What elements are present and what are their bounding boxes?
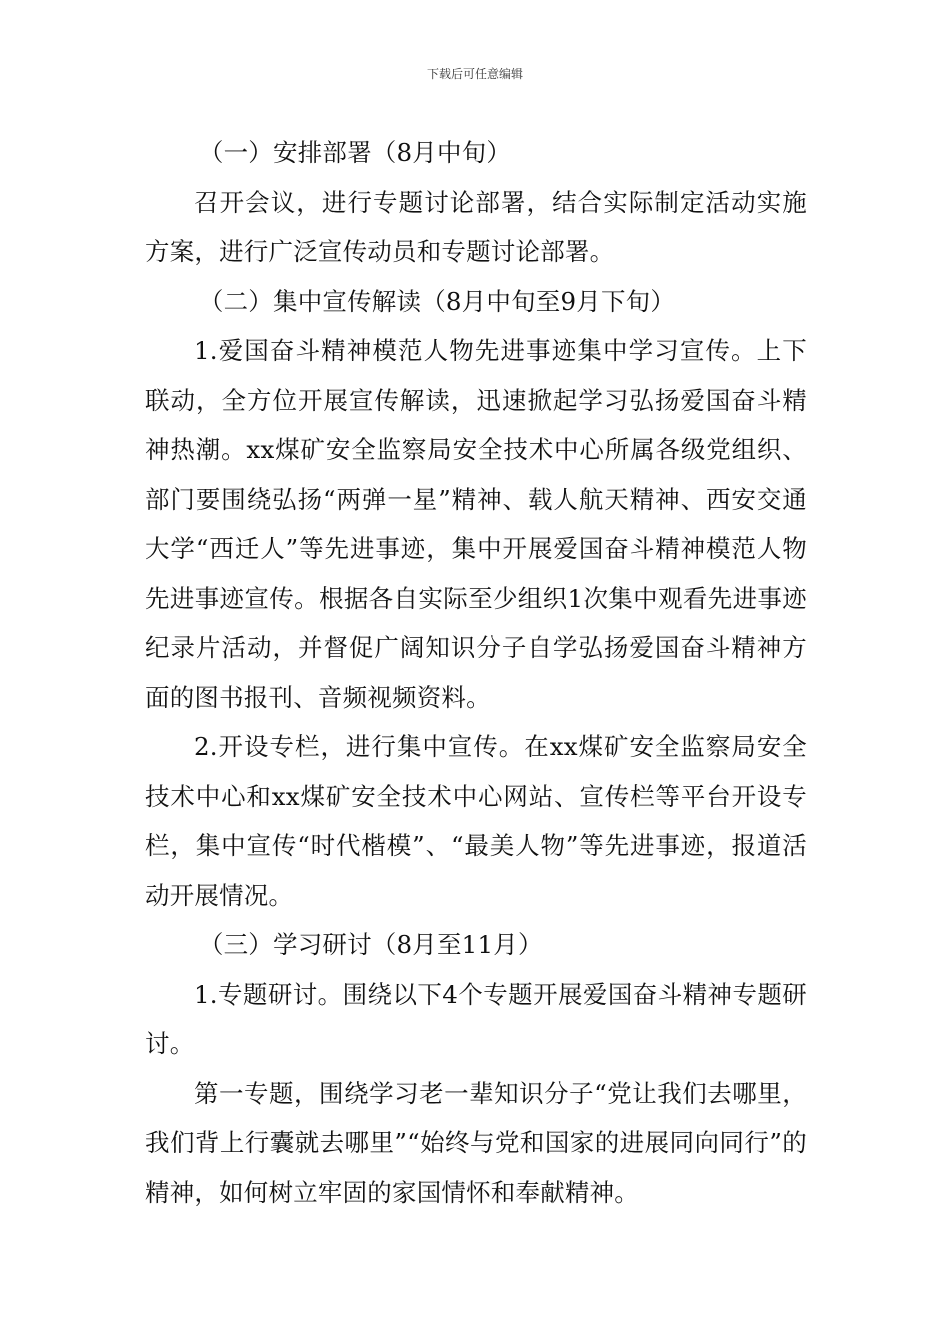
paragraph-5: 第一专题，围绕学习老一辈知识分子“党让我们去哪里，我们背上行囊就去哪里”“始终与党和国家的进展同向同行”的精神，如何树立牢固的家国情怀和奉献精神。 [145, 1078, 807, 1207]
paragraph-4: 1.专题研讨。围绕以下4个专题开展爱国奋斗精神专题研讨。 [145, 979, 807, 1058]
paragraph-1: 召开会议，进行专题讨论部署，结合实际制定活动实施方案，进行广泛宣传动员和专题讨论部署。 [145, 187, 807, 266]
page-header-note: 下载后可任意编辑 [426, 67, 523, 81]
section-heading-3: （三）学习研讨（8月至11月） [198, 930, 543, 959]
paragraph-2: 1.爱国奋斗精神模范人物先进事迹集中学习宣传。上下联动，全方位开展宣传解读，迅速掀起学习弘扬爱国奋斗精神热潮。xx煤矿安全监察局安全技术中心所属各级党组织、部门要围绕弘扬“两弹一星”精神、载人航天精神、西安交通大学“西迁人”等先进事迹，集中开展爱国奋斗精神模范人物先进事迹宣传。根据各自实际至少组织1次集中观看先进事迹纪录片活动，并督促广阔知识分子自学弘扬爱国奋斗精神方面的图书报刊、音频视频资料。 [145, 336, 807, 712]
paragraph-3: 2.开设专栏，进行集中宣传。在xx煤矿安全监察局安全技术中心和xx煤矿安全技术中心网站、宣传栏等平台开设专栏，集中宣传“时代楷模”、“最美人物”等先进事迹，报道活动开展情况。 [145, 732, 807, 910]
section-heading-2: （二）集中宣传解读（8月中旬至9月下旬） [198, 286, 676, 316]
section-heading-1: （一）安排部署（8月中旬） [198, 138, 512, 167]
document-body [145, 128, 807, 1217]
